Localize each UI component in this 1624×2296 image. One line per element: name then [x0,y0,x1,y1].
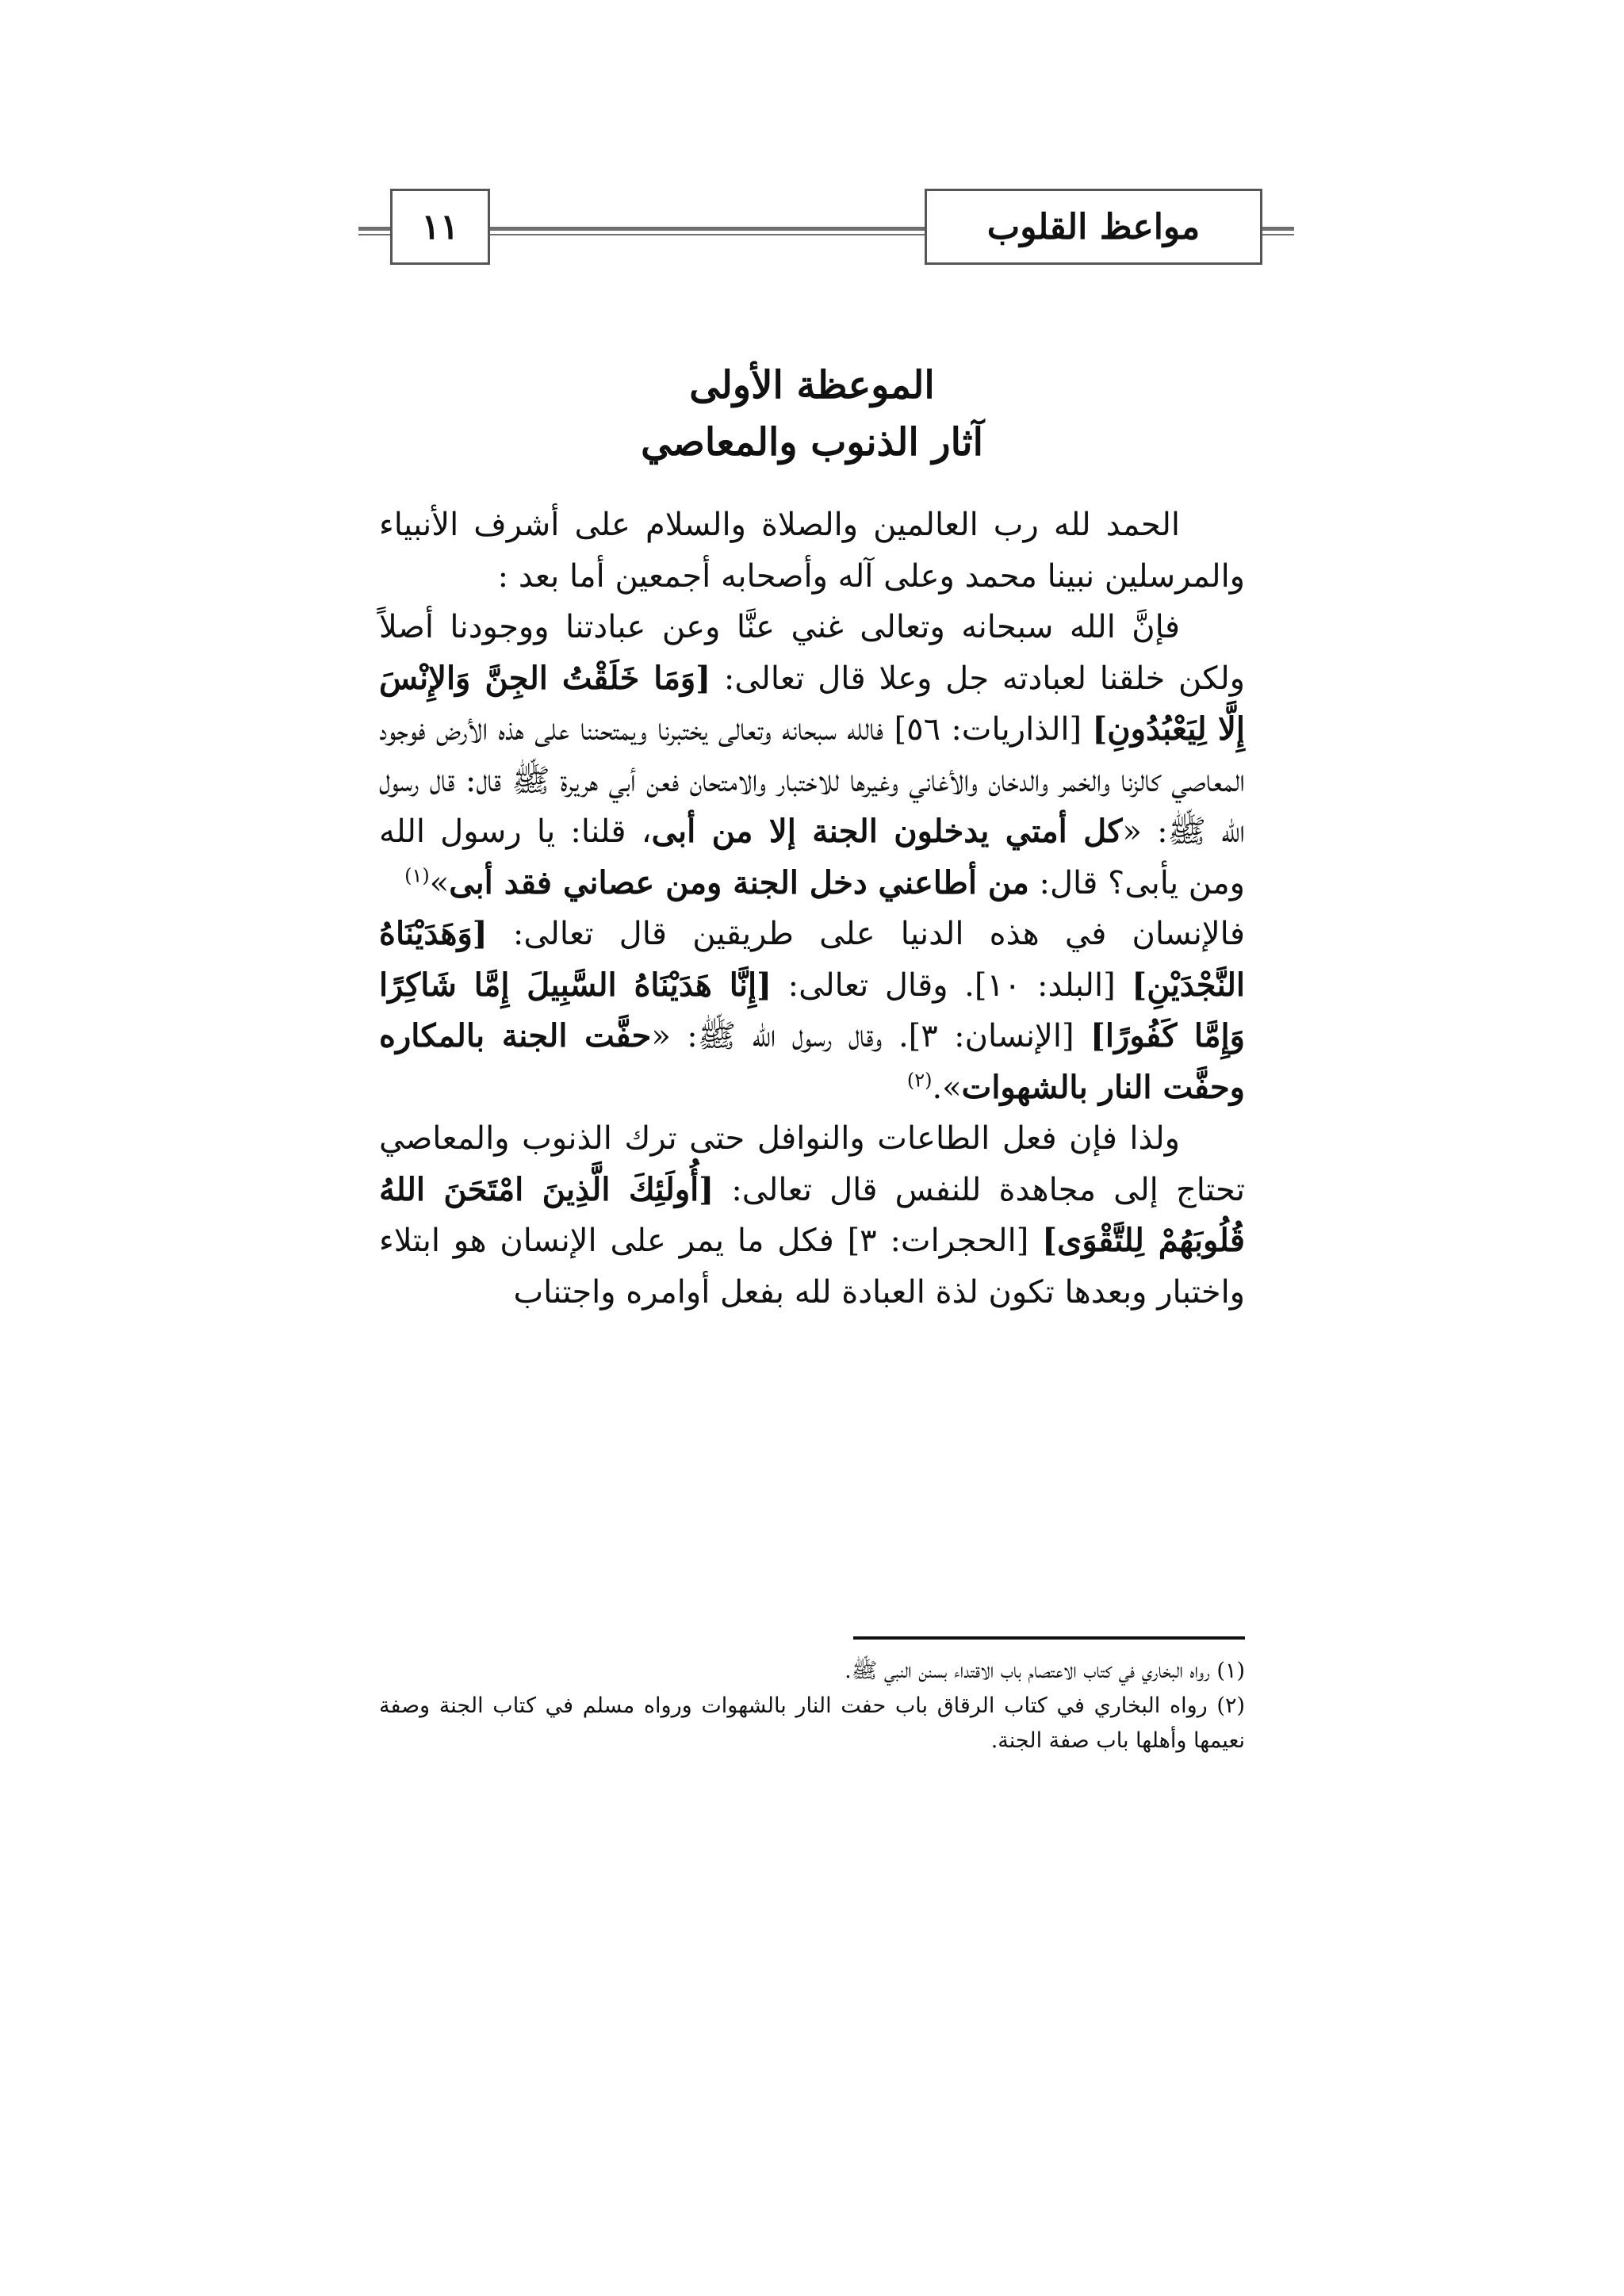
header-rule-middle [490,227,925,235]
chapter-title: الموعظة الأولى [689,363,935,408]
header-rule-left [358,227,390,235]
page-number: ١١ [421,206,459,247]
paragraph-text: ولذا فإن فعل الطاعات والنوافل حتى ترك الذنوب والمعاصي تحتاج إلى مجاهدة للنفس قال تعالى: [379,1120,1245,1208]
hadith-text: كل أمتي يدخلون الجنة إلا من أبى [651,813,1123,850]
paragraph-text: [الإنسان: ٣]. وقال رسول الله ﷺ: « [651,1018,1090,1054]
book-title-box [925,189,1262,265]
hadith-text: حفَّت الجنة بالمكاره وحفَّت النار بالشهوات [379,1017,1245,1106]
quran-verse: [وَهَدَيْنَاهُ النَّجْدَيْنِ] [379,915,1245,1004]
quran-verse: [وَمَا خَلَقْتُ الجِنَّ وَالإِنْسَ إِلَّا لِيَعْبُدُونِ] [379,659,1245,748]
header-rule-right [1262,227,1294,235]
paragraph-creation [379,602,1245,909]
page-number-box [390,189,490,265]
paragraph-intro [379,499,1245,602]
paragraph-text: فالإنسان في هذه الدنيا على طريقين قال تعالى: [487,916,1245,952]
paragraph-two-paths [379,909,1245,1113]
paragraph-struggle [379,1113,1245,1318]
book-title: مواعظ القلوب [986,206,1201,247]
footnote-separator [853,1636,1245,1640]
footnote-2: (٢) رواه البخاري في كتاب الرقاق باب حفت النار بالشهوات ورواه مسلم في كتاب الجنة وصفة نعيمها وأهلها باب صفة الجنة. [379,1693,1245,1753]
paragraph-text: [الحجرات: ٣] فكل ما يمر على الإنسان هو ابتلاء واختبار وبعدها تكون لذة العبادة لله بفعل أوامره واجتناب [379,1223,1245,1311]
body-text [379,499,1245,1318]
paragraph-text: » [429,864,450,901]
hadith-text: من أطاعني دخل الجنة ومن عصاني فقد أبى [449,863,1029,901]
paragraph-text: ، قلنا: يا رسول الله ومن يأبى؟ قال: [379,813,1245,901]
paragraph-intro-text: الحمد لله رب العالمين والصلاة والسلام على أشرف الأنبياء والمرسلين نبينا محمد وعلى آله وأصحابه أجمعين أما بعد : [379,507,1245,595]
quran-verse: [إِنَّا هَدَيْنَاهُ السَّبِيلَ إِمَّا شَاكِرًا وَإِمَّا كَفُورًا] [379,966,1245,1054]
paragraph-text: [الذاريات: ٥٦] فالله سبحانه وتعالى يختبرنا ويمتحننا على هذه الأرض فوجود المعاصي كالزنا والخمر والدخان والأغاني وغيرها للاختبار والامتحان فعن أبي هريرة ﷺ قال: قال رسول الله ﷺ: « [379,711,1245,850]
footnotes [379,1654,1245,1758]
paragraph-text: [البلد: ١٠]. وقال تعالى: [772,966,1132,1004]
quran-verse: [أُولَئِكَ الَّذِينَ امْتَحَنَ اللهُ قُلُوبَهُمْ لِلتَّقْوَى] [379,1170,1245,1259]
footnote-1: (١) رواه البخاري في كتاب الاعتصام باب الاقتداء بسنن النبي ﷺ. [845,1659,1245,1683]
paragraph-text: فإنَّ الله سبحانه وتعالى غني عنَّا وعن عبادتنا ووجودنا أصلاً ولكن خلقنا لعبادته جل وعلا قال تعالى: [379,609,1245,697]
chapter-subtitle: آثار الذنوب والمعاصي [641,420,983,465]
footnote-marker-1: (١) [404,864,430,887]
footnote-marker-2: (٢) [906,1069,933,1092]
paragraph-text: ». [932,1069,962,1106]
